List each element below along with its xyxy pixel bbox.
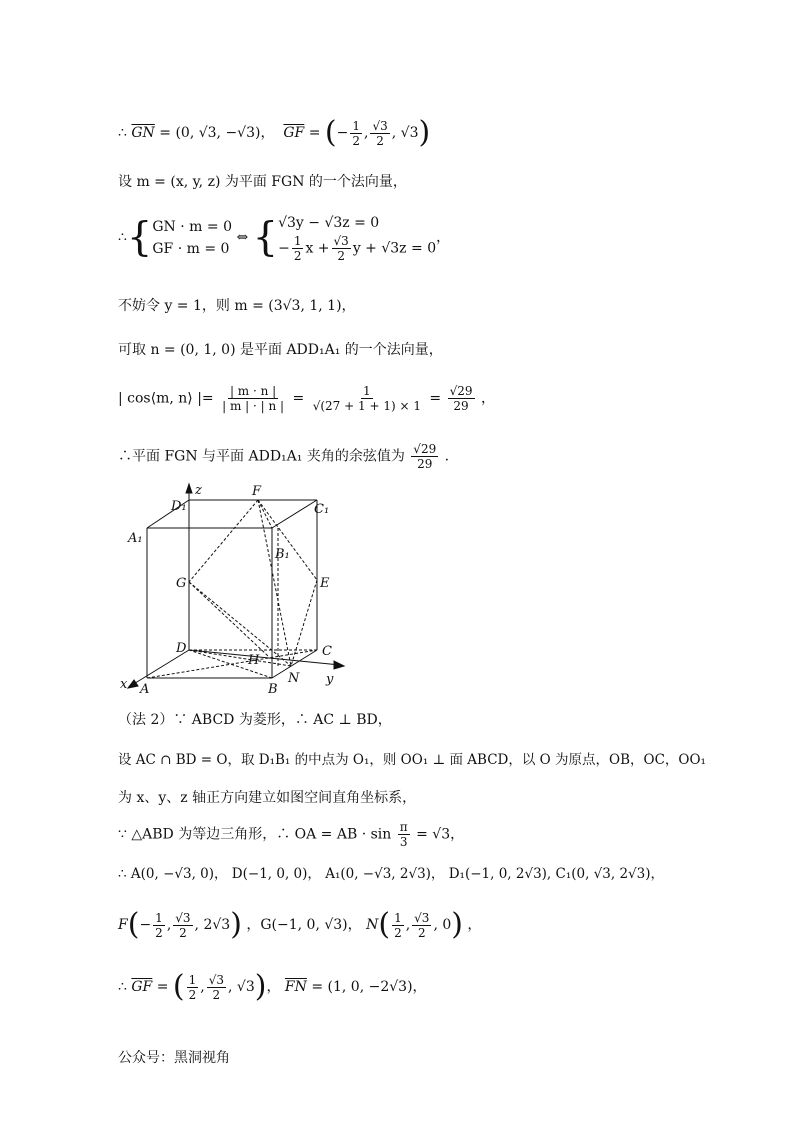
line-f-b1 (258, 500, 272, 528)
line-f-g (189, 500, 258, 582)
label-n: N (288, 671, 300, 686)
line-let-y: 不妨令 y = 1，则 m = (3√3, 1, 1)， (118, 298, 356, 314)
line-points-fgn: F(− $\frac{1}{2}$ , $\frac{√3}{2}$ , 2√3) ，G(−1, 0, √3)， N( $\frac{1}{2}$ , $\frac{√3}{2}$ , 0) ， (118, 907, 482, 942)
line-g-h (189, 582, 268, 656)
label-b1: B₁ (275, 547, 290, 562)
line-axes: 为 x、y、z 轴正方向建立如图空间直角坐标系， (118, 790, 417, 806)
cube-figure (118, 480, 348, 696)
label-d1: D₁ (171, 499, 187, 514)
y-axis (189, 650, 340, 665)
line-f-n (258, 500, 291, 666)
y-arrow (334, 661, 344, 669)
label-b: B (268, 682, 278, 696)
line-points: ∴ A(0, −√3, 0)， D(−1, 0, 0)， A₁(0, −√3, 2√3)， D₁(−1, 0, 2√3), C₁(0, √3, 2√3)， (118, 866, 665, 882)
label-d: D (176, 641, 187, 656)
line-method2: （法 2）∵ ABCD 为菱形，∴ AC ⊥ BD， (118, 712, 392, 728)
line-gf-fn: ∴ $\overline{GF}$ = ( $\frac{1}{2}$ , $\frac{√3}{2}$ , √3)， $\overline{FN} = (1$, 0, −2√3)， (118, 969, 427, 1004)
line-g-n (189, 582, 291, 666)
line-plane-normal: 可取 n = (0, 1, 0) 是平面 ADD₁A₁ 的一个法向量， (118, 342, 443, 358)
line-conclusion: ∴平面 FGN 与平面 ADD₁A₁ 夹角的余弦值为 $\frac{√29}{29}$ . (118, 442, 450, 471)
label-c: C (322, 644, 332, 659)
label-a1: A₁ (128, 531, 143, 546)
line-cosine: | cos⟨m, n⟩ |= $\frac{| m \cdot n |}{| m | \cdot | n |}$ = $\frac{1}{√(27 + 1 + 1) \times 1}$ = $\frac{√29}{29}$ ， (118, 384, 495, 413)
line-d-n (189, 650, 291, 666)
label-y: y (326, 672, 334, 687)
label-c1: C₁ (314, 502, 330, 517)
line-normal-vector-def: 设 m = (x, y, z) 为平面 FGN 的一个法向量， (118, 174, 407, 190)
label-e: E (320, 576, 330, 591)
edge-b1-c1 (272, 500, 317, 528)
line-system: ∴{ GN · m = 0 GF · m = 0 ⇔ { √3y − √3z = 0 − $\frac{1}{2}$ x + $\frac{√3}{2}$ y + √3z = 0 ， (118, 214, 451, 263)
label-z: z (195, 483, 202, 498)
line-setup-origin: 设 AC ∩ BD = O，取 D₁B₁ 的中点为 O₁，则 OO₁ ⊥ 面 ABCD，以 O 为原点，OB，OC，OO₁ (118, 752, 706, 768)
label-a: A (140, 682, 150, 696)
line-equilateral: ∵ △ABD 为等边三角形，∴ OA = AB · sin $\frac{\pi}{3}$ = √3， (118, 820, 465, 849)
line-e-n (291, 580, 317, 666)
label-x: x (120, 677, 128, 692)
z-arrow (186, 484, 192, 493)
label-g: G (176, 576, 187, 591)
line-f-e (258, 500, 317, 580)
label-f: F (252, 484, 262, 499)
line-gn-gf: ∴ $\overline{GN} = (0$, √3, −√3)， $\overline{GF}$ = (− $\frac{1}{2}$ , $\frac{√3}{2}$ , √3) (118, 115, 431, 150)
footer-account: 公众号：黑洞视角 (118, 1050, 230, 1066)
label-h: H (248, 653, 260, 668)
x-arrow (128, 680, 138, 688)
